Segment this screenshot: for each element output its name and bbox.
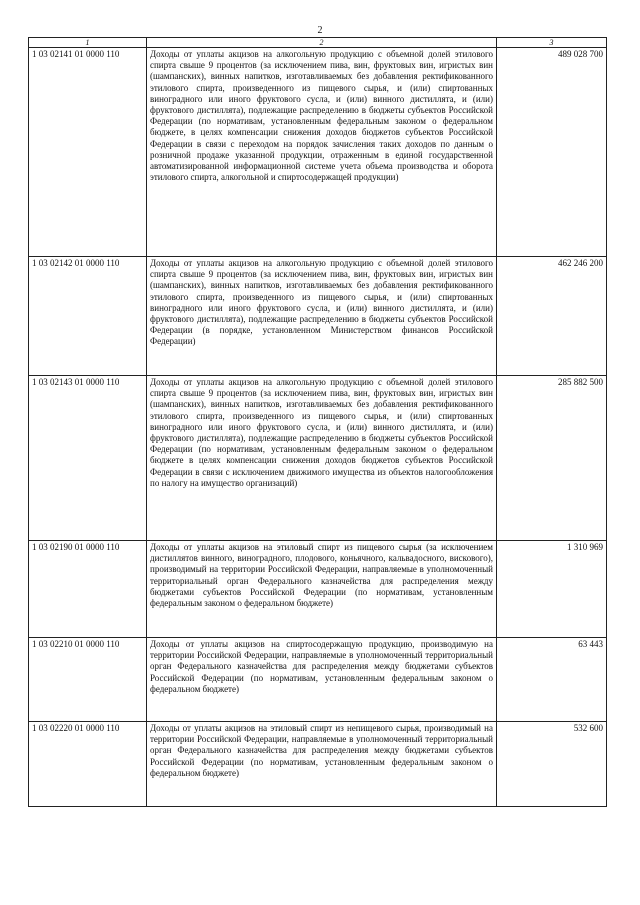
revenue-amount: 1 310 969 [497, 541, 607, 638]
revenue-table [28, 37, 607, 807]
revenue-description: Доходы от уплаты акцизов на алкогольную продукцию с объемной долей этилового спирта свыше 9 процентов (за исключением пива, вин, фруктовых вин, игристых вин (шампанских), винных напитков, изготавливаемых без добавления ректификованного этилового спирта, произведенного из пищевого сырья, и (или) спиртованных виноградного или иного фруктового сусла, и (или) винного дистиллята, и (или) фруктового дистиллята), подлежащие распределению в бюджеты субъектов Российской Федерации (в порядке, установленном Министерством финансов Российской Федерации) [147, 257, 497, 376]
table-row [29, 541, 607, 638]
table-row [29, 257, 607, 376]
revenue-description: Доходы от уплаты акцизов на алкогольную продукцию с объемной долей этилового спирта свыше 9 процентов (за исключением пива, вин, фруктовых вин, игристых вин (шампанских), винных напитков, изготавливаемых без добавления ректификованного этилового спирта, произведенного из пищевого сырья, и (или) спиртованных виноградного или иного фруктового сусла, и (или) винного дистиллята, и (или) фруктового дистиллята), подлежащие распределению в бюджеты субъектов Российской Федерации (по нормативам, установленным федеральным законом о федеральном бюджете, в целях компенсации снижения доходов бюджетов субъектов Российской Федерации в связи с переходом на порядок зачисления таких доходов по данным о розничной продаже указанной продукции, отраженным в единой государственной автоматизированной информационной системе учета объема производства и оборота этилового спирта, алкогольной и спиртосодержащей продукции) [147, 48, 497, 257]
revenue-code: 1 03 02142 01 0000 110 [29, 257, 147, 376]
page-number: 2 [317, 25, 323, 36]
column-header-code: 1 [29, 38, 147, 48]
revenue-amount: 63 443 [497, 638, 607, 722]
table-row [29, 48, 607, 257]
table-header-row [29, 38, 607, 48]
revenue-code: 1 03 02190 01 0000 110 [29, 541, 147, 638]
revenue-description: Доходы от уплаты акцизов на спиртосодержащую продукцию, производимую на территории Российской Федерации, направляемые в уполномоченный территориальный орган Федерального казначейства для распределения между бюджетами субъектов Российской Федерации (по нормативам, установленным федеральным законом о федеральном бюджете) [147, 638, 497, 722]
column-header-amount: 3 [497, 38, 607, 48]
revenue-amount: 489 028 700 [497, 48, 607, 257]
revenue-code: 1 03 02220 01 0000 110 [29, 722, 147, 807]
revenue-amount: 285 882 500 [497, 376, 607, 541]
table-row [29, 376, 607, 541]
revenue-code: 1 03 02141 01 0000 110 [29, 48, 147, 257]
revenue-description: Доходы от уплаты акцизов на этиловый спирт из пищевого сырья (за исключением дистиллятов винного, виноградного, плодового, коньячного, кальвадосного, вискового), производимый на территории Российской Федерации, направляемые в уполномоченный территориальный орган Федерального казначейства для распределения между бюджетами субъектов Российской Федерации (по нормативам, установленным федеральным законом о федеральном бюджете) [147, 541, 497, 638]
revenue-amount: 462 246 200 [497, 257, 607, 376]
revenue-description: Доходы от уплаты акцизов на алкогольную продукцию с объемной долей этилового спирта свыше 9 процентов (за исключением пива, вин, фруктовых вин, игристых вин (шампанских), винных напитков, изготавливаемых без добавления ректификованного этилового спирта, произведенного из пищевого сырья, и (или) спиртованных виноградного или иного фруктового сусла, и (или) винного дистиллята, и (или) фруктового дистиллята), подлежащие распределению в бюджеты субъектов Российской Федерации (по нормативам, установленным федеральным законом о федеральном бюджете в целях компенсации снижения доходов бюджетов субъектов Российской Федерации в связи с исключением движимого имущества из объектов налогообложения по налогу на имущество организаций) [147, 376, 497, 541]
revenue-code: 1 03 02210 01 0000 110 [29, 638, 147, 722]
table-row [29, 722, 607, 807]
table-row [29, 638, 607, 722]
revenue-code: 1 03 02143 01 0000 110 [29, 376, 147, 541]
revenue-amount: 532 600 [497, 722, 607, 807]
revenue-description: Доходы от уплаты акцизов на этиловый спирт из непищевого сырья, производимый на территории Российской Федерации, направляемые в уполномоченный территориальный орган Федерального казначейства для распределения между бюджетами субъектов Российской Федерации (по нормативам, установленным федеральным законом о федеральном бюджете) [147, 722, 497, 807]
column-header-description: 2 [147, 38, 497, 48]
